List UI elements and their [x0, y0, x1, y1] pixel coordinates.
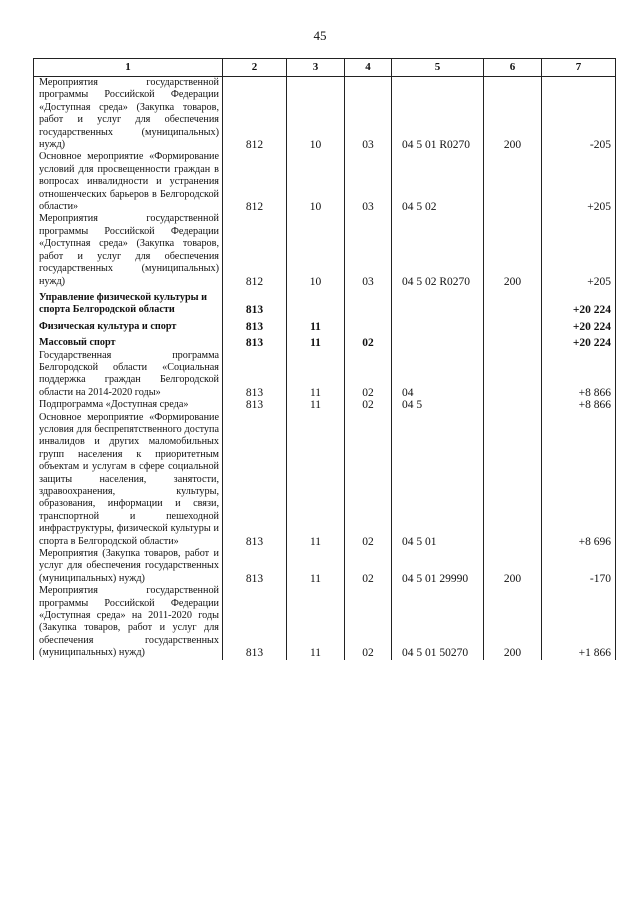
page-number: 45: [313, 28, 327, 43]
row-name-cell: Мероприятия государственной программы Российской Федерации «Доступная среда» (Закупка товаров, работ и услуг для обеспечения государственных (муниципальных) нужд): [34, 213, 223, 287]
row-ved-code: 813: [223, 350, 287, 400]
row-expense-type: [484, 151, 542, 213]
row-amount: -170: [542, 548, 616, 585]
table-row: [34, 585, 616, 659]
row-name-cell: Физическая культура и спорт: [34, 317, 223, 333]
row-subsection-code: 02: [345, 333, 392, 349]
row-target-article: 04 5 02 R0270: [392, 213, 484, 287]
row-subsection-code: 02: [345, 399, 392, 411]
row-section-code: [287, 288, 345, 317]
row-amount: +20 224: [542, 333, 616, 349]
header-col-2: 2: [223, 59, 287, 77]
table-row: [34, 213, 616, 287]
row-subsection-code: 03: [345, 151, 392, 213]
row-section-code: 11: [287, 412, 345, 548]
row-ved-code: 812: [223, 151, 287, 213]
row-name-cell: Управление физической культуры и спорта Белгородской области: [34, 288, 223, 317]
row-target-article: 04 5 01 50270: [392, 585, 484, 659]
row-section-code: 10: [287, 213, 345, 287]
row-expense-type: [484, 350, 542, 400]
header-col-1: 1: [34, 59, 223, 77]
row-expense-type: 200: [484, 585, 542, 659]
row-subsection-code: 03: [345, 77, 392, 152]
row-name-cell: Подпрограмма «Доступная среда»: [34, 399, 223, 411]
row-subsection-code: 02: [345, 350, 392, 400]
row-name-cell: Государственная программа Белгородской области «Социальная поддержка граждан Белгородской области на 2014-2020 годы»: [34, 350, 223, 400]
budget-table: [33, 58, 616, 660]
row-target-article: [392, 317, 484, 333]
row-amount: +205: [542, 151, 616, 213]
row-section-code: 11: [287, 548, 345, 585]
row-target-article: 04 5 01 R0270: [392, 77, 484, 152]
row-ved-code: 812: [223, 77, 287, 152]
row-section-code: 10: [287, 77, 345, 152]
row-target-article: 04 5: [392, 399, 484, 411]
row-name-cell: Основное мероприятие «Формирование условия для беспрепятственного доступа инвалидов и других маломобильных групп населения к приоритетным объектам и услугам в сфере социальной защиты населения, занятости, здравоохранения, культуры, образования, информации и связи, транспортной и пешеходной инфраструктуры, физической культуры и спорта в Белгородской области»: [34, 412, 223, 548]
row-section-code: 10: [287, 151, 345, 213]
row-ved-code: 813: [223, 317, 287, 333]
row-expense-type: [484, 412, 542, 548]
row-name-cell: Мероприятия государственной программы Российской Федерации «Доступная среда» (Закупка товаров, работ и услуг для обеспечения государственных (муниципальных) нужд): [34, 77, 223, 152]
table-row: [34, 350, 616, 400]
table-row: [34, 77, 616, 152]
row-amount: +8 696: [542, 412, 616, 548]
row-expense-type: [484, 333, 542, 349]
row-ved-code: 813: [223, 412, 287, 548]
row-subsection-code: 03: [345, 213, 392, 287]
header-col-7: 7: [542, 59, 616, 77]
table-header-row: [34, 59, 616, 77]
row-expense-type: [484, 317, 542, 333]
row-section-code: 11: [287, 585, 345, 659]
table-row: [34, 412, 616, 548]
row-section-code: 11: [287, 317, 345, 333]
table-row: [34, 548, 616, 585]
row-name-cell: Основное мероприятие «Формирование условий для просвещенности граждан в вопросах инвалидности и устранения отношенческих барьеров в Белгородской области»: [34, 151, 223, 213]
row-ved-code: 813: [223, 333, 287, 349]
row-amount: -205: [542, 77, 616, 152]
row-section-code: 11: [287, 399, 345, 411]
row-name-cell: Мероприятия государственной программы Российской Федерации «Доступная среда» на 2011-2020 годы (Закупка товаров, работ и услуг для обеспечения государственных (муниципальных) нужд): [34, 585, 223, 659]
header-col-4: 4: [345, 59, 392, 77]
row-subsection-code: 02: [345, 412, 392, 548]
row-ved-code: 812: [223, 213, 287, 287]
row-amount: +8 866: [542, 350, 616, 400]
table-row: [34, 399, 616, 411]
row-section-code: 11: [287, 350, 345, 400]
row-subsection-code: 02: [345, 548, 392, 585]
table-body: [34, 77, 616, 660]
row-name-cell: Массовый спорт: [34, 333, 223, 349]
row-target-article: 04 5 01 29990: [392, 548, 484, 585]
header-col-3: 3: [287, 59, 345, 77]
row-ved-code: 813: [223, 585, 287, 659]
row-section-code: 11: [287, 333, 345, 349]
row-subsection-code: [345, 288, 392, 317]
table-row: [34, 333, 616, 349]
row-expense-type: [484, 288, 542, 317]
row-amount: +1 866: [542, 585, 616, 659]
row-ved-code: 813: [223, 399, 287, 411]
row-amount: +205: [542, 213, 616, 287]
row-target-article: 04 5 01: [392, 412, 484, 548]
row-amount: +20 224: [542, 288, 616, 317]
row-amount: +20 224: [542, 317, 616, 333]
row-subsection-code: 02: [345, 585, 392, 659]
row-target-article: 04 5 02: [392, 151, 484, 213]
table-row: [34, 151, 616, 213]
header-col-5: 5: [392, 59, 484, 77]
row-target-article: 04: [392, 350, 484, 400]
table-row: [34, 317, 616, 333]
row-target-article: [392, 288, 484, 317]
row-expense-type: 200: [484, 548, 542, 585]
row-name-cell: Мероприятия (Закупка товаров, работ и услуг для обеспечения государственных (муниципальных) нужд): [34, 548, 223, 585]
row-amount: +8 866: [542, 399, 616, 411]
row-ved-code: 813: [223, 288, 287, 317]
row-subsection-code: [345, 317, 392, 333]
header-col-6: 6: [484, 59, 542, 77]
row-ved-code: 813: [223, 548, 287, 585]
table-row: [34, 288, 616, 317]
row-target-article: [392, 333, 484, 349]
row-expense-type: 200: [484, 77, 542, 152]
row-expense-type: [484, 399, 542, 411]
row-expense-type: 200: [484, 213, 542, 287]
